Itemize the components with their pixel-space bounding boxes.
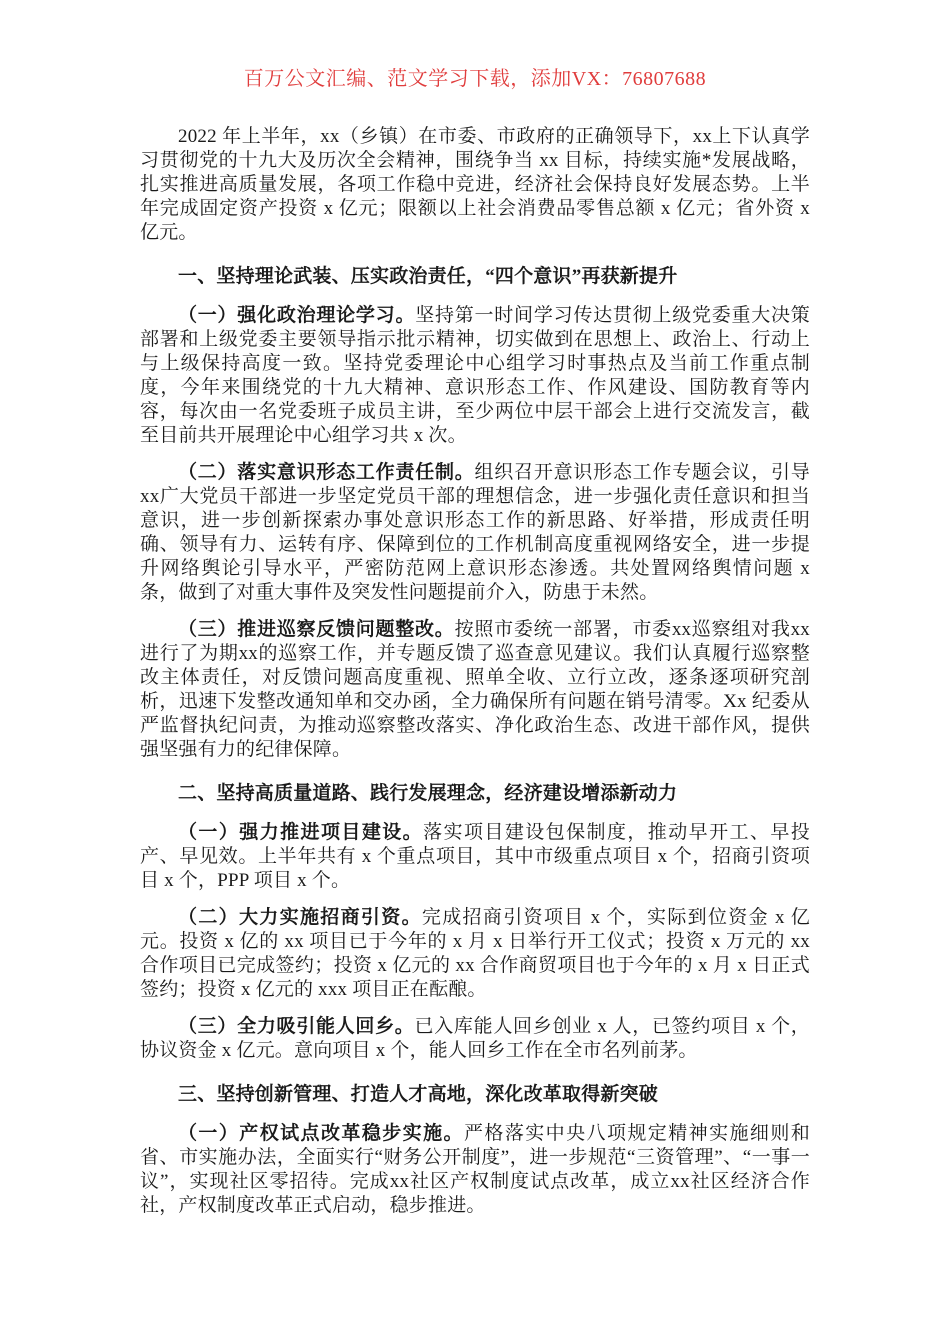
promo-banner: 百万公文汇编、范文学习下载，添加VX：76807688 — [243, 68, 707, 90]
paragraph-1-1 — [140, 304, 810, 448]
section-heading-3: 三、坚持创新管理、打造人才高地，深化改革取得新突破 — [178, 1084, 659, 1105]
paragraph-3-1 — [140, 1122, 810, 1218]
paragraph-lead: （一）强力推进项目建设。 — [178, 822, 424, 843]
paragraph-text: 已入库能人回乡创业 x 人，已签约项目 x 个，协议资金 x 亿元。意向项目 x 个，能人回乡工作在全市名列前茅。 — [140, 1016, 810, 1061]
paragraph-lead: （一）产权试点改革稳步实施。 — [178, 1123, 464, 1144]
paragraph-2-1 — [140, 821, 810, 893]
document-body — [140, 125, 810, 1218]
paragraph-1-2 — [140, 461, 810, 605]
paragraph-1-3 — [140, 618, 810, 762]
section-heading-2: 二、坚持高质量道路、践行发展理念，经济建设增添新动力 — [178, 783, 678, 804]
paragraph-lead: （三）推进巡察反馈问题整改。 — [178, 619, 455, 640]
paragraph-text: 完成招商引资项目 x 个，实际到位资金 x 亿元。投资 x 亿的 xx 项目已于今年的 x 月 x 日举行开工仪式；投资 x 万元的 xx 合作项目已完成签约；投资 x 亿元的 xx 合作商贸项目也于今年的 x 月 x 日正式签约；投资 x 亿元的 xxx 项目正在酝酿。 — [140, 907, 810, 1000]
paragraph-text: 按照市委统一部署，市委xx巡察组对我xx进行了为期xx的巡察工作，并专题反馈了巡查意见建议。我们认真履行巡察整改主体责任，对反馈问题高度重视、照单全收、立行立改，逐条逐项研究剖析，迅速下发整改通知单和交办函，全力确保所有问题在销号清零。Xx 纪委从严监督执纪问责，为推动巡察整改落实、净化政治生态、改进干部作风，提供强坚强有力的纪律保障。 — [140, 619, 810, 760]
paragraph-text: 严格落实中央八项规定精神实施细则和省、市实施办法，全面实行“财务公开制度”，进一步规范“三资管理”、“一事一议”，实现社区零招待。完成xx社区产权制度试点改革，成立xx社区经济合作社，产权制度改革正式启动，稳步推进。 — [140, 1123, 810, 1216]
paragraph-lead: （二）大力实施招商引资。 — [178, 907, 422, 928]
paragraph-2-2 — [140, 906, 810, 1002]
paragraph-2-3 — [140, 1015, 810, 1063]
paragraph-lead: （二）落实意识形态工作责任制。 — [178, 462, 475, 483]
paragraph-lead: （一）强化政治理论学习。 — [178, 305, 416, 326]
section-heading-1: 一、坚持理论武装、压实政治责任，“四个意识”再获新提升 — [178, 266, 678, 287]
paragraph-text: 组织召开意识形态工作专题会议，引导xx广大党员干部进一步坚定党员干部的理想信念，进一步强化责任意识和担当意识，进一步创新探索办事处意识形态工作的新思路、好举措，形成责任明确、领导有力、运转有序、保障到位的工作机制高度重视网络安全，进一步提升网络舆论引导水平，严密防范网上意识形态渗透。共处置网络舆情问题 x 条，做到了对重大事件及突发性问题提前介入，防患于未然。 — [140, 462, 810, 603]
paragraph-text: 坚持第一时间学习传达贯彻上级党委重大决策部署和上级党委主要领导指示批示精神，切实做到在思想上、政治上、行动上与上级保持高度一致。坚持党委理论中心组学习时事热点及当前工作重点制度，今年来围绕党的十九大精神、意识形态工作、作风建设、国防教育等内容，每次由一名党委班子成员主讲，至少两位中层干部会上进行交流发言，截至目前共开展理论中心组学习共 x 次。 — [140, 305, 810, 446]
paragraph-lead: （三）全力吸引能人回乡。 — [178, 1016, 415, 1037]
paragraph-text: 落实项目建设包保制度，推动早开工、早投产、早见效。上半年共有 x 个重点项目，其中市级重点项目 x 个，招商引资项目 x 个，PPP 项目 x 个。 — [140, 822, 810, 891]
intro-paragraph: 2022 年上半年，xx（乡镇）在市委、市政府的正确领导下，xx上下认真学习贯彻党的十九大及历次全会精神，围绕争当 xx 目标，持续实施*发展战略，扎实推进高质量发展，各项工作稳中竞进，经济社会保持良好发展态势。上半年完成固定资产投资 x 亿元；限额以上社会消费品零售总额 x 亿元；省外资 x 亿元。 — [140, 126, 810, 243]
